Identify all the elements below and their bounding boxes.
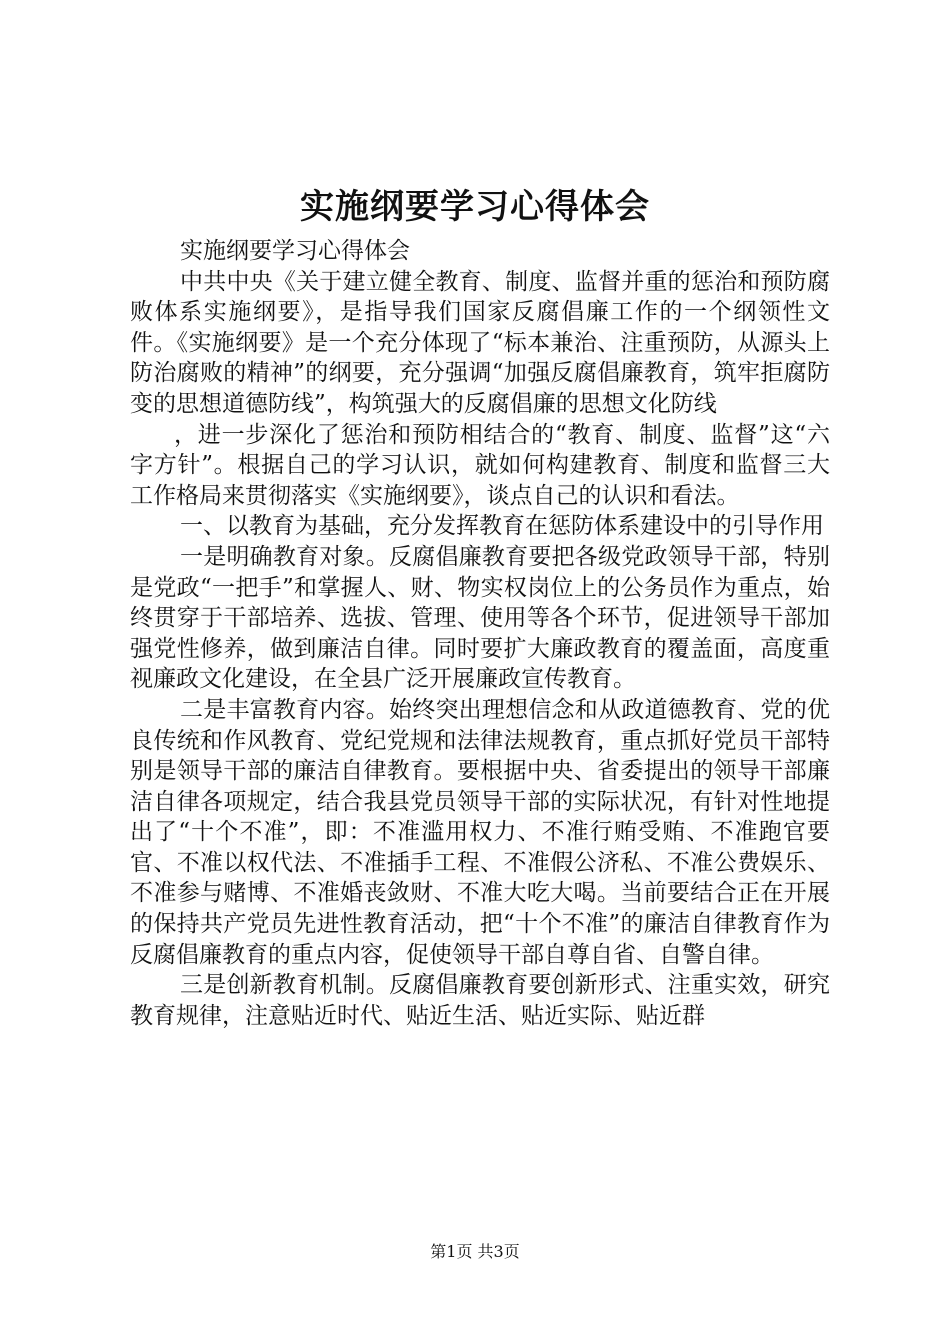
page-footer: 第1页 共3页 [430, 1242, 520, 1261]
body-paragraph: 中共中央《关于建立健全教育、制度、监督并重的惩治和预防腐败体系实施纲要》，是指导我们国家反腐倡廉工作的一个纲领性文件。《实施纲要》是一个充分体现了“标本兼治、注重预防，从源头上防治腐败的精神”的纲要，充分强调“加强反腐倡廉教育，筑牢拒腐防变的思想道德防线”，构筑强大的反腐倡廉的思想文化防线 [130, 268, 830, 417]
body-paragraph: 一是明确教育对象。反腐倡廉教育要把各级党政领导干部，特别是党政“一把手”和掌握人、财、物实权岗位上的公务员作为重点，始终贯穿于干部培养、选拔、管理、使用等各个环节，促进领导干部加强党性修养，做到廉洁自律。同时要扩大廉政教育的覆盖面，高度重视廉政文化建设，在全县广泛开展廉政宣传教育。 [130, 543, 830, 693]
body-paragraph: 二是丰富教育内容。始终突出理想信念和从政道德教育、党的优良传统和作风教育、党纪党规和法律法规教育，重点抓好党员干部特别是领导干部的廉洁自律教育。要根据中央、省委提出的领导干部廉洁自律各项规定，结合我县党员领导干部的实际状况，有针对性地提出了“十个不准”，即：不准滥用权力、不准行贿受贿、不准跑官要官、不准以权代法、不准插手工程、不准假公济私、不准公费娱乐、不准参与赌博、不准婚丧敛财、不准大吃大喝。当前要结合正在开展的保持共产党员先进性教育活动，把“十个不准”的廉洁自律教育作为反腐倡廉教育的重点内容，促使领导干部自尊自省、自警自律。 [130, 696, 830, 968]
document-subtitle-paragraph: 实施纲要学习心得体会 [180, 238, 410, 264]
body-paragraph: 三是创新教育机制。反腐倡廉教育要创新形式、注重实效，研究教育规律，注意贴近时代、贴近生活、贴近实际、贴近群 [130, 972, 830, 1029]
document-body [130, 236, 830, 1031]
document-title: 实施纲要学习心得体会 [300, 187, 650, 227]
body-paragraph: ，进一步深化了惩治和预防相结合的“教育、制度、监督”这“六字方针”。根据自己的学习认识，就如何构建教育、制度和监督三大工作格局来贯彻落实《实施纲要》，谈点自己的认识和看法。 [130, 421, 830, 509]
section-heading-paragraph: 一、以教育为基础，充分发挥教育在惩防体系建设中的引导作用 [180, 513, 824, 540]
